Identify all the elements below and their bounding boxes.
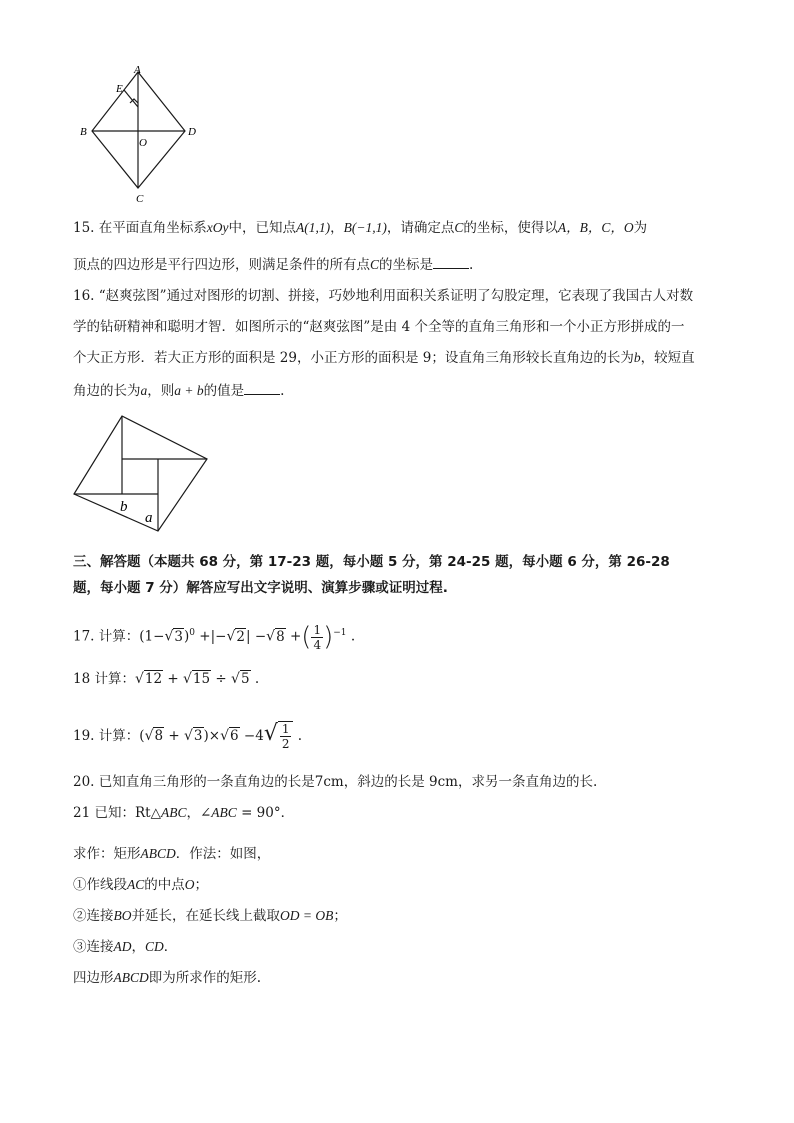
label-a: a xyxy=(145,510,153,526)
q21-conclusion: 四边形ABCD即为所求作的矩形. xyxy=(73,970,262,986)
label-B: B xyxy=(80,126,87,138)
label-A: A xyxy=(134,64,141,76)
q16-line4: 角边的长为a，则a + b的值是 . xyxy=(73,380,284,401)
q18: 18 计算：√12 + √15 ÷ √5 . xyxy=(73,671,260,687)
q20: 20. 已知直角三角形的一条直角边的长是7cm，斜边的长是 9cm，求另一条直角边的长. xyxy=(73,774,598,790)
label-C: C xyxy=(136,193,144,205)
q16-line2: 学的钻研精神和聪明才智．如图所示的“赵爽弦图”是由 4 个全等的直角三角形和一个小正方形拼成的一 xyxy=(73,319,685,335)
q21-line1: 21 已知：Rt△ABC，∠ABC = 90°． xyxy=(73,805,295,821)
q21-step1: ①作线段AC的中点O； xyxy=(73,877,209,893)
label-E: E xyxy=(116,83,123,95)
q16-line3: 个大正方形．若大正方形的面积是 29，小正方形的面积是 9；设直角三角形较长直角边的长为b，较短直 xyxy=(73,350,695,366)
q16-line1: 16. “赵爽弦图”通过对图形的切割、拼接，巧妙地利用面积关系证明了勾股定理，它表现了我国古人对数 xyxy=(73,288,694,304)
label-D: D xyxy=(188,126,196,138)
section3-heading-line2: 题，每小题 7 分）解答应写出文字说明、演算步骤或证明过程. xyxy=(73,580,448,596)
q15-line1: 15. 在平面直角坐标系xOy中，已知点A(1,1)，B(−1,1)，请确定点C的坐标，使得以A，B，C，O为 xyxy=(73,220,648,236)
q17: 17. 计算：$(1-√3)^0 +|-√2| -√8$ +( $\frac{1}{4}$ )$^{-1}$ . xyxy=(73,622,356,652)
q15-line2: 顶点的四边形是平行四边形，则满足条件的所有点C的坐标是 . xyxy=(73,254,473,275)
answer-blank-15[interactable] xyxy=(433,254,469,269)
q21-step2: ②连接BO并延长，在延长线上截取OD = OB； xyxy=(73,908,347,924)
label-b: b xyxy=(120,499,128,515)
section3-heading-line1: 三、解答题（本题共 68 分，第 17-23 题，每小题 5 分，第 24-25 题，每小题 6 分，第 26-28 xyxy=(73,554,670,570)
q21-step3: ③连接AD，CD． xyxy=(73,939,178,955)
answer-blank-16[interactable] xyxy=(244,380,280,395)
q21-line2: 求作：矩形ABCD．作法：如图， xyxy=(73,846,271,862)
label-O: O xyxy=(139,137,147,149)
zhao-shuang-figure xyxy=(70,412,215,534)
rhombus-figure xyxy=(72,60,212,205)
q19: 19. 计算：(√8 + √3)×√6 −4√ $\frac{1}{2}$ . xyxy=(73,721,303,751)
